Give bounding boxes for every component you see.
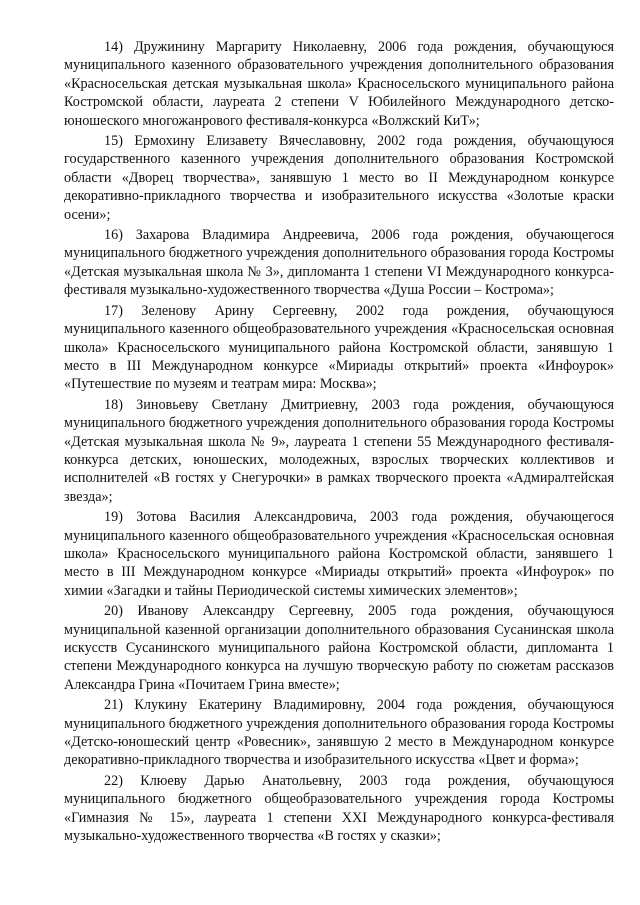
list-item <box>64 38 614 130</box>
list-item <box>64 396 614 506</box>
list-item <box>64 302 614 394</box>
item-text: Дружинину Маргариту Николаевну, 2006 года рождения, обучающуюся муниципального казенного образовательного учреждения дополнительного образования «Красносельская детская музыкальная школа» Красносельского муниципального района Костромской области, лауреата 2 степени V Юбилейного Международного детско-юношеского многожанрового фестиваля-конкурса «Волжский КиТ»; <box>64 39 615 129</box>
item-number: 15) <box>104 133 123 150</box>
item-number: 19) <box>104 509 123 526</box>
list-item <box>64 772 614 846</box>
list-item <box>64 132 614 224</box>
item-number: 17) <box>104 302 123 319</box>
item-text: Захарова Владимира Андреевича, 2006 года рождения, обучающегося муниципального бюджетного учреждения дополнительного образования города Костромы «Детская музыкальная школа № 3», дипломанта 1 степени VI Международного конкурса-фестиваля музыкально-художественного творчества «Душа России – Кострома»; <box>64 227 614 299</box>
item-number: 16) <box>104 227 123 244</box>
item-number: 18) <box>104 396 123 413</box>
item-number: 20) <box>104 603 123 620</box>
list-item <box>64 226 614 300</box>
document-page <box>64 38 614 847</box>
item-text: Клукину Екатерину Владимировну, 2004 года рождения, обучающуюся муниципального бюджетного учреждения дополнительного образования города Костромы «Детско-юношеский центр «Ровесник», занявшую 2 место в Международном конкурсе декоративно-прикладного творчества и изобразительного искусства «Цвет и форма»; <box>64 697 614 769</box>
item-number: 22) <box>104 772 123 789</box>
item-text: Иванову Александру Сергеевну, 2005 года рождения, обучающуюся муниципальной казенной организации дополнительного образования Сусанинская школа искусств Сусанинского муниципального района Костромской области, дипломанта 1 степени Международного конкурса на лучшую творческую работу по сюжетам рассказов Александра Грина «Почитаем Грина вместе»; <box>64 603 614 693</box>
list-item <box>64 508 614 600</box>
item-number: 21) <box>104 697 123 714</box>
item-number: 14) <box>104 39 123 55</box>
item-text: Зотова Василия Александровича, 2003 года рождения, обучающегося муниципального казенного общеобразовательного учреждения «Красносельская основная школа» Красносельского муниципального района Костромской области, занявшего 1 место в III Международном конкурсе «Мириады открытий» проекта «Инфоурок» по химии «Загадки и тайны Периодической системы химических элементов»; <box>64 509 615 599</box>
item-text: Ермохину Елизавету Вячеславовну, 2002 года рождения, обучающуюся государственного казенного учреждения дополнительного образования Костромской области «Дворец творчества», занявшую 1 место во II Международном конкурсе декоративно-прикладного творчества и изобразительного искусства «Золотые краски осени»; <box>64 133 614 223</box>
item-text: Зиновьеву Светлану Дмитриевну, 2003 года рождения, обучающуюся муниципального бюджетного учреждения дополнительного образования города Костромы «Детская музыкальная школа № 9», лауреата 1 степени 55 Международного фестиваля-конкурса детских, юношеских, молодежных, взрослых творческих коллективов и исполнителей «В гостях у Снегурочки» в рамках творческого проекта «Адмиралтейская звезда»; <box>64 396 614 505</box>
list-item <box>64 696 614 770</box>
item-text: Клюеву Дарью Анатольевну, 2003 года рождения, обучающуюся муниципального бюджетного общеобразовательного учреждения города Костромы «Гимназия № 15», лауреата 1 степени XXI Международного конкурса-фестиваля музыкально-художественного творчества «В гостях у сказки»; <box>64 772 615 845</box>
list-item <box>64 602 614 694</box>
item-text: Зеленову Арину Сергеевну, 2002 года рождения, обучающуюся муниципального казенного общеобразовательного учреждения «Красносельская основная школа» Красносельского муниципального района Костромской области, занявшую 1 место в III Международном конкурсе «Мириады открытий» проекта «Инфоурок» «Путешествие по музеям и театрам мира: Москва»; <box>64 302 614 393</box>
